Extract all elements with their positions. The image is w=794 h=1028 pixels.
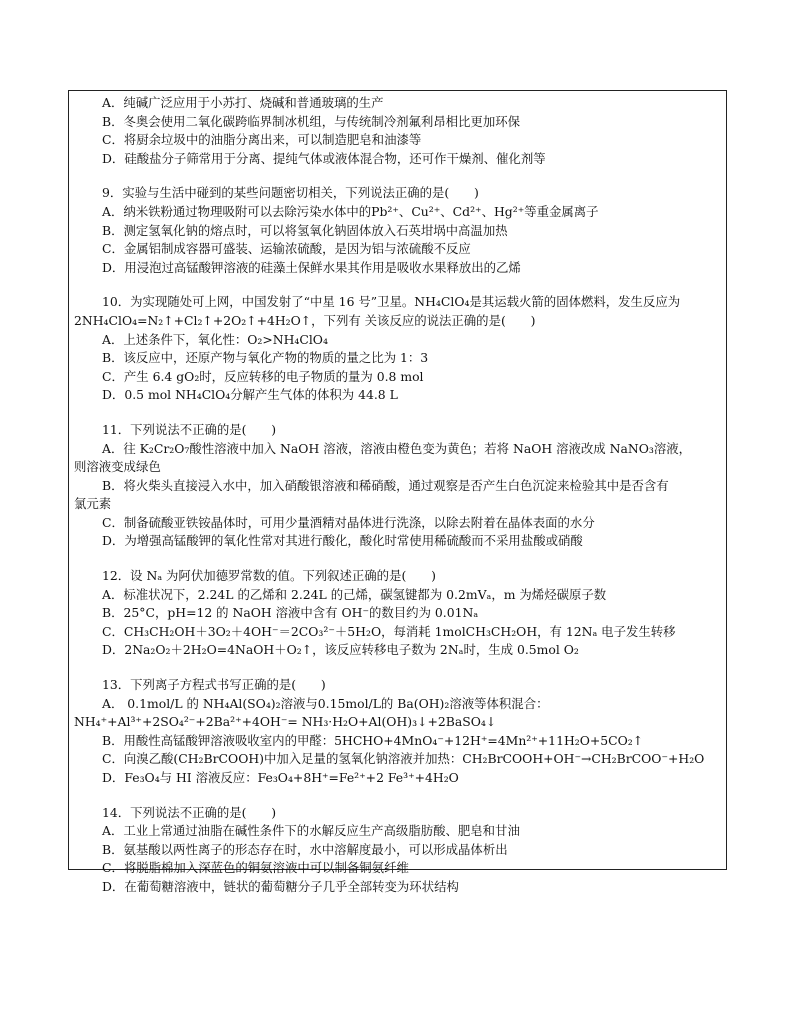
q11-option-a-line2: 则溶液变成绿色	[74, 459, 161, 475]
q13-option-b: B．用酸性高锰酸钾溶液吸收室内的甲醛：5HCHO+4MnO₄⁻+12H⁺=4Mn²⁺+11H₂O+5CO₂↑	[102, 732, 644, 748]
q10-option-a: A．上述条件下，氧化性：O₂>NH₄ClO₄	[102, 331, 328, 347]
q13-stem: 13．下列离子方程式书写正确的是( )	[102, 677, 326, 693]
q14-stem: 14．下列说法不正确的是( )	[102, 804, 277, 820]
question-content	[74, 94, 724, 897]
q10-option-b: B．该反应中，还原产物与氧化产物的物质的量之比为 1：3	[102, 350, 429, 366]
q8-option-d: D．硅酸盐分子筛常用于分离、提纯气体或液体混合物，还可作干燥剂、催化剂等	[102, 150, 546, 166]
q9-option-b: B．测定氢氧化钠的熔点时，可以将氢氧化钠固体放入石英坩埚中高温加热	[102, 222, 508, 238]
q14-option-b: B．氨基酸以两性离子的形态存在时，水中溶解度最小，可以形成晶体析出	[102, 841, 508, 857]
q10-option-c: C．产生 6.4 gO₂时，反应转移的电子物质的量为 0.8 mol	[102, 368, 424, 384]
q10-option-d: D．0.5 mol NH₄ClO₄分解产生气体的体积为 44.8 L	[102, 387, 398, 403]
q9-stem: 9．实验与生活中碰到的某些问题密切相关，下列说法正确的是( )	[102, 185, 479, 201]
q13-option-a-line2: NH₄⁺+Al³⁺+2SO₄²⁻+2Ba²⁺+4OH⁻= NH₃·H₂O+Al(OH)₃↓+2BaSO₄↓	[74, 714, 497, 730]
q12-option-c: C．CH₃CH₂OH＋3O₂＋4OH⁻＝2CO₃²⁻＋5H₂O，每消耗 1molCH₃CH₂OH，有 12Nₐ 电子发生转移	[102, 623, 676, 639]
q12-option-d: D．2Na₂O₂＋2H₂O=4NaOH＋O₂↑，该反应转移电子数为 2Nₐ时，生成 0.5mol O₂	[102, 642, 579, 658]
q9-option-a: A．纳米铁粉通过物理吸附可以去除污染水体中的Pb²⁺、Cu²⁺、Cd²⁺、Hg²⁺等重金属离子	[102, 203, 599, 219]
q12-stem: 12．设 Nₐ 为阿伏加德罗常数的值。下列叙述正确的是( )	[102, 568, 436, 584]
q13-option-d: D．Fe₃O₄与 HI 溶液反应：Fe₃O₄+8H⁺=Fe²⁺+2 Fe³⁺+4H₂O	[102, 770, 459, 785]
q11-option-a-line1: A．往 K₂Cr₂O₇酸性溶液中加入 NaOH 溶液，溶液由橙色变为黄色；若将 NaOH 溶液改成 NaNO₃溶液，	[102, 440, 691, 456]
q11-stem: 11．下列说法不正确的是( )	[102, 421, 277, 437]
q8-option-c: C．将厨余垃圾中的油脂分离出来，可以制造肥皂和油漆等	[102, 132, 422, 148]
q9-option-c: C．金属铝制成容器可盛装、运输浓硫酸，是因为铝与浓硫酸不反应	[102, 241, 471, 257]
q14-option-a: A．工业上常通过油脂在碱性条件下的水解反应生产高级脂肪酸、肥皂和甘油	[102, 823, 520, 839]
q8-option-a: A．纯碱广泛应用于小苏打、烧碱和普通玻璃的生产	[102, 95, 384, 110]
q10-stem-line2: 2NH₄ClO₄=N₂↑+Cl₂↑+2O₂↑+4H₂O↑，下列有 关该反应的说法正确的是( )	[74, 312, 536, 328]
q11-option-c: C．制备硫酸亚铁铵晶体时，可用少量酒精对晶体进行洗涤，以除去附着在晶体表面的水分	[102, 514, 595, 530]
q12-option-a: A．标准状况下，2.24L 的乙烯和 2.24L 的己烯，碳氢键都为 0.2mVₐ，m 为烯烃碳原子数	[102, 586, 607, 602]
q9-option-d: D．用浸泡过高锰酸钾溶液的硅藻土保鲜水果其作用是吸收水果释放出的乙烯	[102, 259, 521, 275]
q10-stem-line1: 10．为实现随处可上网，中国发射了“中星 16 号”卫星。NH₄ClO₄是其运载火箭的固体燃料，发生反应为	[102, 294, 681, 310]
q11-option-d: D．为增强高锰酸钾的氧化性常对其进行酸化，酸化时常使用稀硫酸而不采用盐酸或硝酸	[102, 533, 583, 549]
q12-option-b: B．25°C，pH=12 的 NaOH 溶液中含有 OH⁻的数目约为 0.01Nₐ	[102, 605, 479, 621]
q14-option-d: D．在葡萄糖溶液中，链状的葡萄糖分子几乎全部转变为环状结构	[102, 878, 459, 894]
q13-option-a-line1: A． 0.1mol/L 的 NH₄Al(SO₄)₂溶液与0.15mol/L的 Ba(OH)₂溶液等体积混合：	[102, 695, 549, 711]
q8-option-b: B．冬奥会使用二氧化碳跨临界制冰机组，与传统制冷剂氟利昂相比更加环保	[102, 113, 520, 129]
q14-option-c: C．将脱脂棉加入深蓝色的铜氨溶液中可以制备铜氨纤维	[102, 860, 409, 876]
q13-option-c: C．向溴乙酸(CH₂BrCOOH)中加入足量的氢氧化钠溶液并加热：CH₂BrCOOH+OH⁻→CH₂BrCOO⁻+H₂O	[102, 751, 705, 767]
q11-option-b-line2: 氯元素	[74, 496, 112, 512]
q11-option-b-line1: B．将火柴头直接浸入水中，加入硝酸银溶液和稀硝酸，通过观察是否产生白色沉淀来检验其中是否含有	[102, 477, 669, 493]
